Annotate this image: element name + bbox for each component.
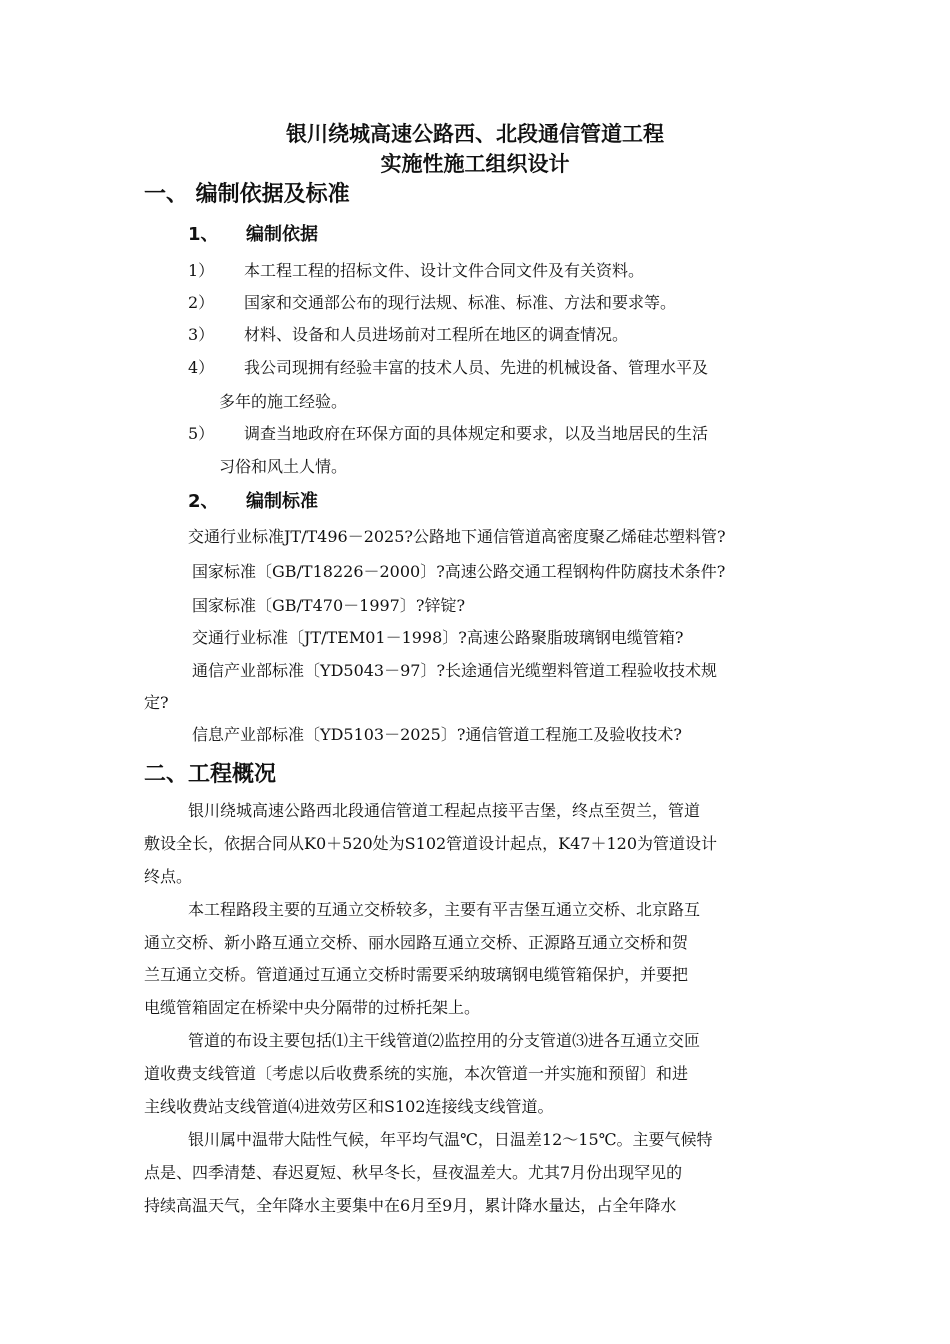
list-item-text: 我公司现拥有经验丰富的技术人员、先进的机械设备、管理水平及 — [244, 358, 709, 377]
list-item-continuation: 习俗和风土人情。 — [219, 457, 348, 476]
subsection-2-title: 编制标准 — [246, 491, 318, 512]
document-title-line-2: 实施性施工组织设计 — [380, 152, 570, 176]
paragraph-line: 终点。 — [144, 867, 193, 886]
standard-item-continuation: 定? — [144, 693, 169, 712]
list-item-number: 2） — [188, 293, 215, 312]
paragraph-line: 银川绕城高速公路西北段通信管道工程起点接平吉堡，终点至贺兰，管道 — [188, 801, 701, 820]
subsection-1-title: 编制依据 — [246, 224, 318, 245]
paragraph-line: 道收费支线管道〔考虑以后收费系统的实施，本次管道一并实施和预留〕和进 — [144, 1064, 689, 1083]
list-item-text: 国家和交通部公布的现行法规、标准、标准、方法和要求等。 — [244, 293, 677, 312]
paragraph-line: 兰互通立交桥。管道通过互通立交桥时需要采纳玻璃钢电缆管箱保护，并要把 — [144, 965, 689, 984]
list-item-text: 材料、设备和人员进场前对工程所在地区的调查情况。 — [244, 325, 629, 344]
document-title-line-1: 银川绕城高速公路西、北段通信管道工程 — [286, 122, 664, 146]
list-item — [188, 421, 708, 444]
paragraph-line: 银川属中温带大陆性气候，年平均气温℃，日温差12～15℃。主要气候特 — [188, 1130, 713, 1149]
list-item-number: 4） — [188, 358, 215, 377]
standard-item: 交通行业标准JT/T496－2025?公路地下通信管道高密度聚乙烯硅芯塑料管? — [188, 527, 726, 546]
paragraph-line: 点是、四季清楚、春迟夏短、秋早冬长，昼夜温差大。尤其7月份出现罕见的 — [144, 1163, 683, 1182]
standard-item: 信息产业部标准〔YD5103－2025〕?通信管道工程施工及验收技术? — [192, 725, 682, 744]
paragraph-line: 本工程路段主要的互通立交桥较多，主要有平吉堡互通立交桥、北京路互 — [188, 900, 701, 919]
list-item-text: 调查当地政府在环保方面的具体规定和要求，以及当地居民的生活 — [244, 424, 709, 443]
list-item-number: 5） — [188, 424, 215, 443]
subsection-1-number: 1、 — [188, 224, 219, 245]
section-2-heading: 二、工程概况 — [144, 762, 277, 787]
standard-item: 国家标准〔GB/T470－1997〕?锌锭? — [192, 596, 466, 615]
list-item-number: 1） — [188, 261, 215, 280]
list-item — [188, 290, 676, 313]
subsection-2-heading — [188, 487, 318, 513]
paragraph-line: 敷设全长，依据合同从K0＋520处为S102管道设计起点，K47＋120为管道设计 — [144, 834, 718, 853]
list-item-number: 3） — [188, 325, 215, 344]
list-item — [188, 258, 644, 281]
list-item — [188, 355, 708, 378]
section-1-heading: 一、 编制依据及标准 — [144, 182, 350, 207]
list-item-text: 本工程工程的招标文件、设计文件合同文件及有关资料。 — [244, 261, 645, 280]
paragraph-line: 持续高温天气，全年降水主要集中在6月至9月，累计降水量达，占全年降水 — [144, 1196, 677, 1215]
subsection-1-heading — [188, 220, 318, 246]
subsection-2-number: 2、 — [188, 491, 219, 512]
list-item — [188, 322, 628, 345]
standard-item: 交通行业标准〔JT/TEM01－1998〕?高速公路聚脂玻璃钢电缆管箱? — [192, 628, 684, 647]
paragraph-line: 电缆管箱固定在桥梁中央分隔带的过桥托架上。 — [144, 998, 481, 1017]
paragraph-line: 管道的布设主要包括⑴主干线管道⑵监控用的分支管道⑶进各互通立交匝 — [188, 1031, 701, 1050]
list-item-continuation: 多年的施工经验。 — [219, 392, 348, 411]
standard-item: 通信产业部标准〔YD5043－97〕?长途通信光缆塑料管道工程验收技术规 — [192, 661, 718, 680]
paragraph-line: 主线收费站支线管道⑷进效劳区和S102连接线支线管道。 — [144, 1097, 554, 1116]
paragraph-line: 通立交桥、新小路互通立交桥、丽水园路互通立交桥、正源路互通立交桥和贺 — [144, 933, 689, 952]
standard-item: 国家标准〔GB/T18226－2000〕?高速公路交通工程钢构件防腐技术条件? — [192, 562, 726, 581]
